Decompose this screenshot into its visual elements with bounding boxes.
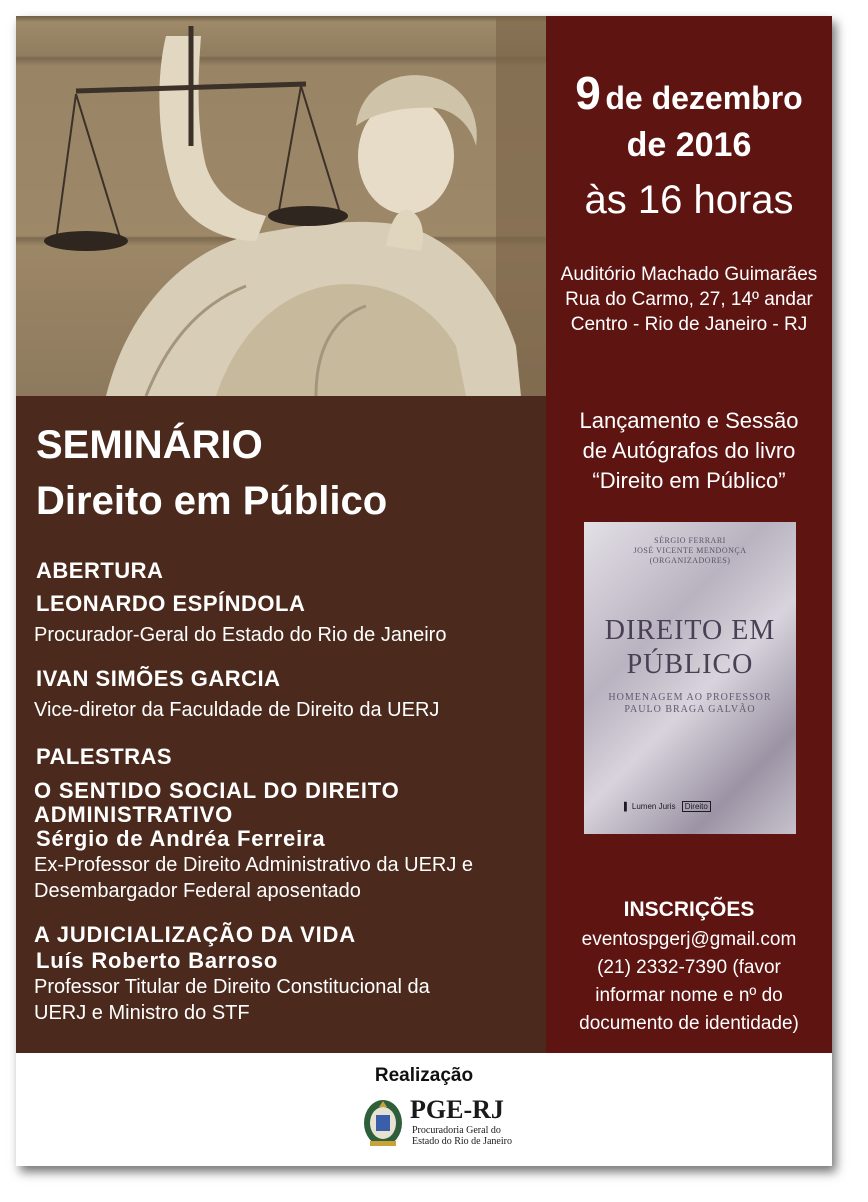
- event-date: [546, 66, 832, 120]
- talk-speaker-role: Desembargador Federal aposentado: [34, 880, 361, 902]
- organizer-full-name-line: Estado do Rio de Janeiro: [412, 1136, 512, 1147]
- state-seal-icon: [362, 1097, 404, 1149]
- seminar-subtitle: Direito em Público: [36, 479, 388, 523]
- talk-speaker-role: Professor Titular de Direito Constitucional da: [34, 976, 430, 998]
- seminar-title: SEMINÁRIO: [36, 423, 263, 467]
- talks-heading: PALESTRAS: [36, 744, 173, 769]
- book-subtitle-line: HOMENAGEM AO PROFESSOR: [608, 692, 772, 703]
- organizer-logo-text: PGE-RJ: [410, 1095, 504, 1124]
- book-authors: [584, 536, 796, 566]
- registration-info: [546, 926, 832, 1038]
- footer: [16, 1053, 832, 1166]
- program-panel: [16, 396, 546, 1053]
- opening-heading: ABERTURA: [36, 558, 164, 583]
- registration-phone: (21) 2332-7390 (favor: [597, 957, 781, 978]
- organizer-full-name-line: Procuradoria Geral do: [412, 1125, 501, 1136]
- registration-note: informar nome e nº do: [595, 985, 783, 1006]
- publisher-name: Lumen Juris: [631, 802, 676, 811]
- opening-speaker-role: Vice-diretor da Faculdade de Direito da UERJ: [34, 699, 440, 721]
- event-day: 9: [575, 67, 601, 119]
- book-publisher: [624, 802, 711, 811]
- launch-line: de Autógrafos do livro: [582, 438, 796, 463]
- book-subtitle: [584, 692, 796, 716]
- book-author: JOSÉ VICENTE MENDONÇA: [633, 546, 747, 555]
- book-title: [584, 614, 796, 682]
- organizer-full-name: [412, 1125, 512, 1147]
- statue-illustration: [16, 16, 546, 396]
- book-title-line: PÚBLICO: [626, 649, 754, 680]
- venue-city: Centro - Rio de Janeiro - RJ: [570, 314, 808, 335]
- book-cover-image: [584, 522, 796, 834]
- publisher-imprint: Direito: [682, 801, 711, 812]
- book-author-role: (ORGANIZADORES): [649, 556, 731, 565]
- talk-speaker-role: UERJ e Ministro do STF: [34, 1002, 250, 1024]
- organizer-label: Realização: [374, 1065, 474, 1086]
- book-author: SÉRGIO FERRARI: [654, 536, 726, 545]
- registration-note: documento de identidade): [579, 1013, 799, 1034]
- event-info-panel: [546, 16, 832, 1053]
- event-year: de 2016: [626, 126, 752, 164]
- event-poster: [16, 16, 832, 1166]
- talk-speaker-role: Ex-Professor de Direito Administrativo da UERJ e: [34, 854, 474, 876]
- opening-speaker-role: Procurador-Geral do Estado do Rio de Janeiro: [34, 624, 447, 646]
- book-subtitle-line: PAULO BRAGA GALVÃO: [624, 704, 756, 715]
- talk-title-continued: ADMINISTRATIVO: [34, 802, 234, 827]
- talk-title: O SENTIDO SOCIAL DO DIREITO: [34, 778, 400, 803]
- opening-speaker-name: LEONARDO ESPÍNDOLA: [36, 591, 306, 616]
- opening-speaker-name: IVAN SIMÕES GARCIA: [36, 666, 281, 691]
- venue-name: Auditório Machado Guimarães: [560, 264, 818, 285]
- talk-speaker-name: Luís Roberto Barroso: [36, 948, 279, 973]
- book-title-line: DIREITO EM: [604, 615, 776, 646]
- venue-address: [546, 262, 832, 337]
- talk-speaker-name: Sérgio de Andréa Ferreira: [36, 826, 326, 851]
- launch-line: Lançamento e Sessão: [579, 408, 799, 433]
- venue-street: Rua do Carmo, 27, 14º andar: [565, 289, 813, 310]
- publisher-logo-icon: ▌: [624, 802, 630, 811]
- event-month: de dezembro: [605, 80, 803, 116]
- registration-email[interactable]: eventospgerj@gmail.com: [581, 929, 797, 950]
- lady-justice-statue-image: [16, 16, 546, 396]
- launch-line: “Direito em Público”: [592, 468, 786, 493]
- book-launch-text: [546, 406, 832, 496]
- talk-title: A JUDICIALIZAÇÃO DA VIDA: [34, 922, 356, 947]
- event-time: às 16 horas: [584, 178, 794, 222]
- registration-heading: INSCRIÇÕES: [623, 898, 755, 921]
